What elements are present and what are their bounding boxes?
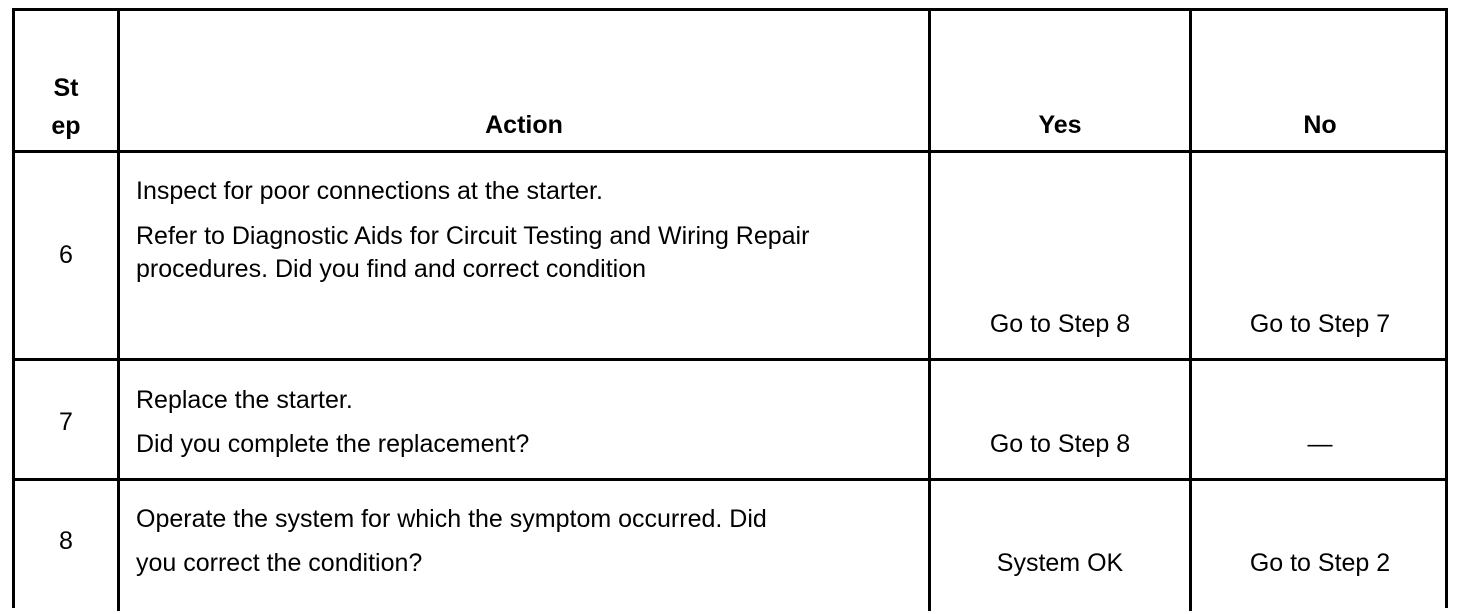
step-cell: [15, 361, 117, 478]
no-cell: [1189, 361, 1448, 478]
yes-result: Go to Step 8: [989, 430, 1131, 458]
header-action-cell: [117, 11, 928, 150]
yes-result: Go to Step 8: [989, 310, 1131, 338]
header-no: No: [1303, 111, 1337, 139]
no-result: Go to Step 2: [1249, 549, 1391, 577]
header-step-line1: St: [53, 74, 79, 102]
no-result: —: [1307, 430, 1333, 458]
action-text: Operate the system for which the symptom occurred. Did: [136, 505, 767, 533]
header-yes-cell: [928, 11, 1189, 150]
header-step: [15, 69, 117, 145]
header-yes: Yes: [1038, 111, 1082, 139]
action-cell: [117, 361, 928, 478]
action-text: procedures. Did you find and correct condition: [136, 255, 647, 283]
action-cell: [117, 481, 928, 611]
table-row: [15, 361, 1445, 481]
step-number: 6: [59, 241, 73, 269]
step-number: 8: [59, 527, 73, 555]
action-text: Did you complete the replacement?: [136, 430, 530, 458]
table-row: [15, 153, 1445, 361]
diagnostic-table: [12, 8, 1448, 608]
yes-cell: [928, 153, 1189, 358]
step-number: 7: [59, 408, 73, 436]
no-result: Go to Step 7: [1249, 310, 1391, 338]
yes-cell: [928, 361, 1189, 478]
action-text: Refer to Diagnostic Aids for Circuit Testing and Wiring Repair: [136, 222, 810, 250]
action-text: Inspect for poor connections at the starter.: [136, 177, 603, 205]
yes-result: System OK: [996, 549, 1124, 577]
table-row: [15, 481, 1445, 611]
header-action: Action: [485, 111, 563, 139]
header-no-cell: [1189, 11, 1448, 150]
header-step-line2: ep: [51, 112, 81, 140]
action-text: Replace the starter.: [136, 386, 353, 414]
no-cell: [1189, 153, 1448, 358]
header-step-cell: [15, 11, 117, 150]
no-cell: [1189, 481, 1448, 611]
step-cell: [15, 481, 117, 611]
action-text: you correct the condition?: [136, 549, 423, 577]
yes-cell: [928, 481, 1189, 611]
action-cell: [117, 153, 928, 358]
step-cell: [15, 153, 117, 358]
table-header-row: [15, 11, 1445, 153]
